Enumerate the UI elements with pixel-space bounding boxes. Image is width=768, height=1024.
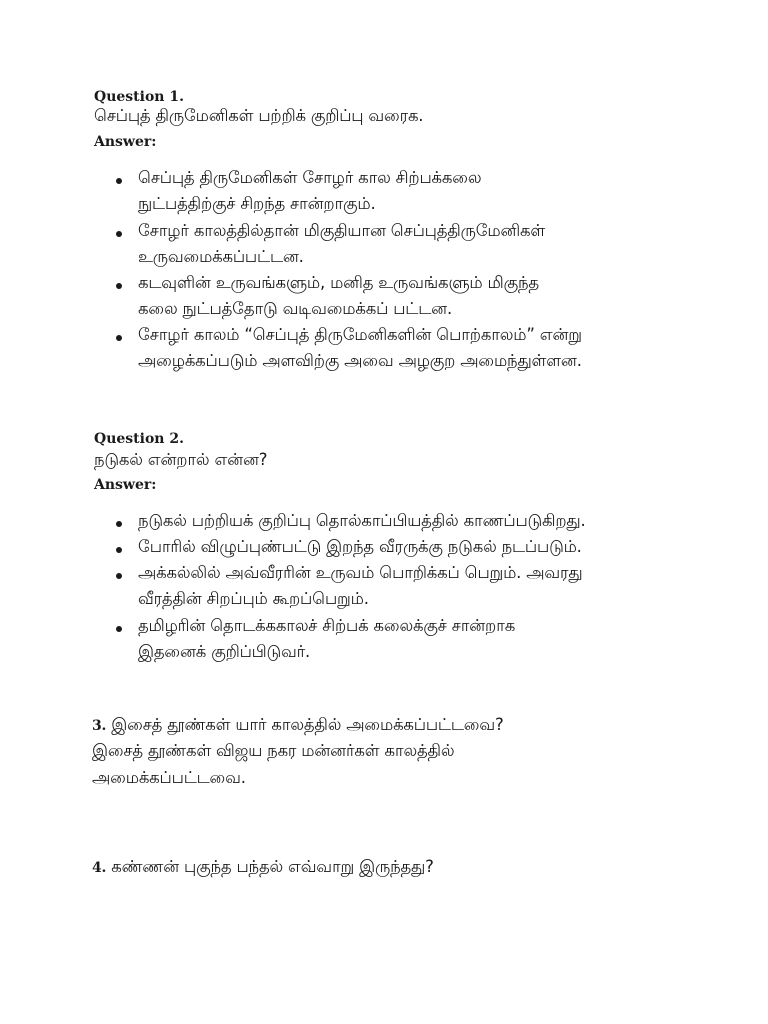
bullet-icon	[116, 626, 122, 632]
answer-1-label: Answer:	[94, 134, 157, 150]
answer-3-line-1: இசைத் தூண்கள் விஜய நகர மன்னர்கள் காலத்தில்	[92, 741, 455, 760]
answer-1-point-4-line-1: சோழர் காலம் “செப்புத் திருமேனிகளின் பொற்காலம்” என்று	[138, 325, 582, 344]
question-3-text: இசைத் தூண்கள் யார் காலத்தில் அமைக்கப்பட்டவை?	[111, 715, 504, 734]
question-1-text: செப்புத் திருமேனிகள் பற்றிக் குறிப்பு வரைக.	[94, 106, 424, 125]
answer-2-point-3-line-1: அக்கல்லில் அவ்வீரரின் உருவம் பொறிக்கப் பெறும். அவரது	[138, 563, 583, 582]
answer-2-point-4-line-1: தமிழரின் தொடக்ககாலச் சிற்பக் கலைக்குச் சான்றாக	[138, 616, 516, 635]
answer-3-line-2: அமைக்கப்பட்டவை.	[92, 768, 246, 787]
question-3	[92, 714, 504, 737]
question-4-number: 4.	[92, 860, 107, 876]
answer-1-point-2-line-1: சோழர் காலத்தில்தான் மிகுதியான செப்புத்திருமேனிகள்	[138, 221, 546, 240]
question-4-text: கண்ணன் புகுந்த பந்தல் எவ்வாறு இருந்தது?	[111, 857, 434, 876]
answer-1-point-1-line-2: நுட்பத்திற்குச் சிறந்த சான்றாகும்.	[138, 194, 376, 213]
bullet-icon	[116, 573, 122, 579]
answer-2-point-2-line-1: போரில் விழுப்புண்பட்டு இறந்த வீரருக்கு நடுகல் நடப்படும்.	[138, 537, 582, 556]
answer-1-point-2-line-2: உருவமைக்கப்பட்டன.	[138, 247, 304, 266]
question-2-text: நடுகல் என்றால் என்ன?	[94, 450, 268, 469]
bullet-icon	[116, 178, 122, 184]
question-1-label: Question 1.	[94, 89, 184, 105]
answer-1-point-3-line-1: கடவுளின் உருவங்களும், மனித உருவங்களும் மிகுந்த	[138, 273, 539, 292]
answer-2-point-1-line-1: நடுகல் பற்றியக் குறிப்பு தொல்காப்பியத்தில் காணப்படுகிறது.	[138, 511, 586, 530]
question-2-label: Question 2.	[94, 431, 184, 447]
question-4	[92, 856, 434, 879]
bullet-icon	[116, 547, 122, 553]
answer-1-point-1-line-1: செப்புத் திருமேனிகள் சோழர் கால சிற்பக்கலை	[138, 168, 482, 187]
bullet-icon	[116, 335, 122, 341]
answer-1-point-3-line-2: கலை நுட்பத்தோடு வடிவமைக்கப் பட்டன.	[138, 299, 453, 318]
bullet-icon	[116, 231, 122, 237]
question-3-number: 3.	[92, 718, 107, 734]
answer-1-point-4-line-2: அழைக்கப்படும் அளவிற்கு அவை அழகுற அமைந்துள்ளன.	[138, 351, 582, 370]
answer-2-point-3-line-2: வீரத்தின் சிறப்பும் கூறப்பெறும்.	[138, 589, 369, 608]
answer-2-label: Answer:	[94, 477, 157, 493]
answer-2-point-4-line-2: இதனைக் குறிப்பிடுவர்.	[138, 642, 311, 661]
bullet-icon	[116, 521, 122, 527]
bullet-icon	[116, 283, 122, 289]
